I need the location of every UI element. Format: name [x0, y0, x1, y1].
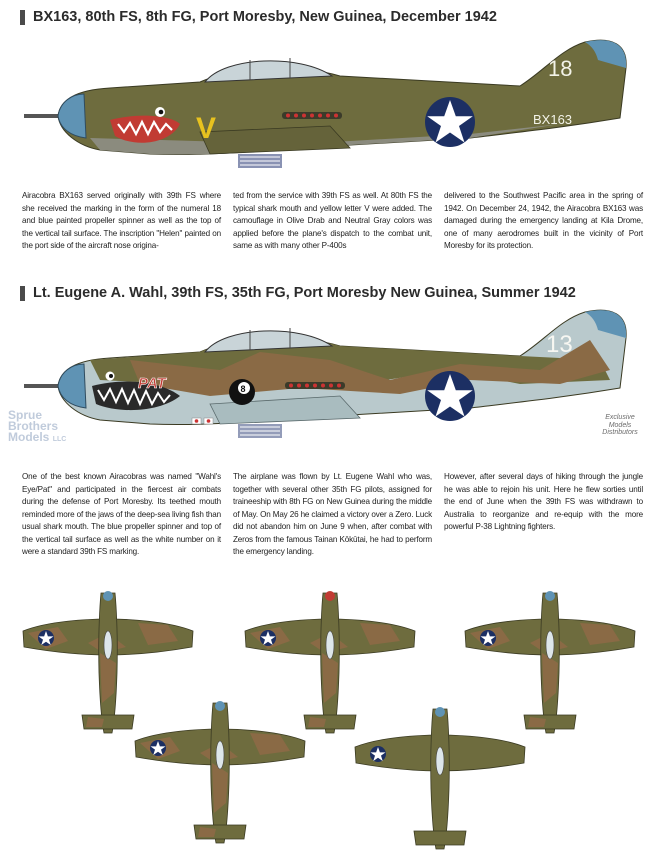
- heading-marker: [20, 286, 25, 301]
- section1-heading-text: BX163, 80th FS, 8th FG, Port Moresby, New Guinea, December 1942: [33, 9, 497, 25]
- exhaust-stacks: [285, 382, 345, 389]
- topview-1: [23, 591, 193, 733]
- eight-ball-emblem: [229, 379, 255, 405]
- profile-wahl: [0, 300, 663, 445]
- roundel: [425, 371, 475, 421]
- topview-5: [355, 707, 525, 849]
- nose-letter: V: [196, 112, 217, 145]
- exhaust-stacks: [282, 112, 342, 119]
- watermark-logo: [8, 410, 66, 445]
- section2-heading: [20, 285, 576, 301]
- watermark-line-2: Brothers: [8, 419, 59, 433]
- distributor-logo: [588, 414, 652, 437]
- distributor-line-2: Models: [608, 421, 632, 429]
- section1-col-2: ted from the service with 39th FS as well. At 80th FS the typical shark mouth and yellow letter V were added. The camouflage in Olive Drab and Neutral Gray colors was applied before the plane's dispatch to the combat unit, same as with many other P-400s: [233, 191, 432, 251]
- section1-col-1: Airacobra BX163 served originally with 39th FS where she received the marking in the form of the numeral 18 and blue painted propeller spinner as well as the top of the vertical tail surface. The inscription "Helen" painted on the port side of the aircraft nose origina-: [22, 191, 221, 251]
- section1-col-3: delivered to the Southwest Pacific area in the spring of 1942. On December 24, 1942, the Airacobra BX163 was damaged during the emergency landing at Kila Drome, one of many aerodromes built in the vicinity of Port Moresby for its protection.: [444, 191, 643, 251]
- tail-number: 13: [546, 331, 573, 358]
- gun-barrel: [24, 114, 60, 118]
- topview-4: [135, 701, 305, 843]
- topview-3: [465, 591, 635, 733]
- tail-number: 18: [548, 56, 573, 81]
- section2-text: [22, 471, 643, 559]
- section2-heading-text: Lt. Eugene A. Wahl, 39th FS, 35th FG, Port Moresby New Guinea, Summer 1942: [33, 285, 576, 301]
- tail-stripes: [238, 154, 282, 168]
- roundel: [425, 97, 475, 147]
- nose-name: PAT: [138, 375, 166, 392]
- section1-text: [22, 190, 643, 253]
- section2-col-2: The airplane was flown by Lt. Eugene Wahl who was, together with several other 35th FG pilots, assigned for traineeship with 8th FG on New Guinea during the middle of May. On May 26 he claimed a victory over a Zero. Luck did not abandon him on June 9 when, after combat with Zeros from the famous Tainan Kōkūtai, he had to perform the emergency landing.: [233, 472, 432, 557]
- watermark-line-1: Sprue: [8, 408, 43, 422]
- propeller-spinner: [58, 94, 86, 138]
- propeller-spinner: [58, 364, 86, 408]
- gun-barrel: [24, 384, 60, 388]
- eight-ball-number: 8: [240, 384, 246, 394]
- section2-col-1: One of the best known Airacobras was named "Wahl's Eye/Pat" and participated in the fiercest air combats during the defense of Port Moresby. Its teethed mouth reminded more of the jaws of the deep-sea living fish than usual shark mouth. The blue propeller spinner and top of the vertical tail surface as well as the white number on it were a standard 39th FS marking.: [22, 472, 221, 557]
- distributor-line-3: Distributors: [602, 429, 638, 436]
- profile-bx163: [0, 20, 663, 170]
- topview-2: [245, 591, 415, 733]
- tail-stripes: [238, 424, 282, 438]
- top-views: [0, 585, 663, 861]
- section2-col-3: However, after several days of hiking through the jungle he was able to rejoin his unit. Here he flew sorties until the end of June when the 39th FS was withdrawn to Australia to reorganize and re-equip with the more powerful P-38 Lightning fighters.: [444, 472, 643, 532]
- distributor-line-1: Exclusive: [605, 414, 635, 421]
- fuselage-code: BX163: [533, 112, 573, 127]
- watermark-line-3: Models LLC: [8, 430, 67, 444]
